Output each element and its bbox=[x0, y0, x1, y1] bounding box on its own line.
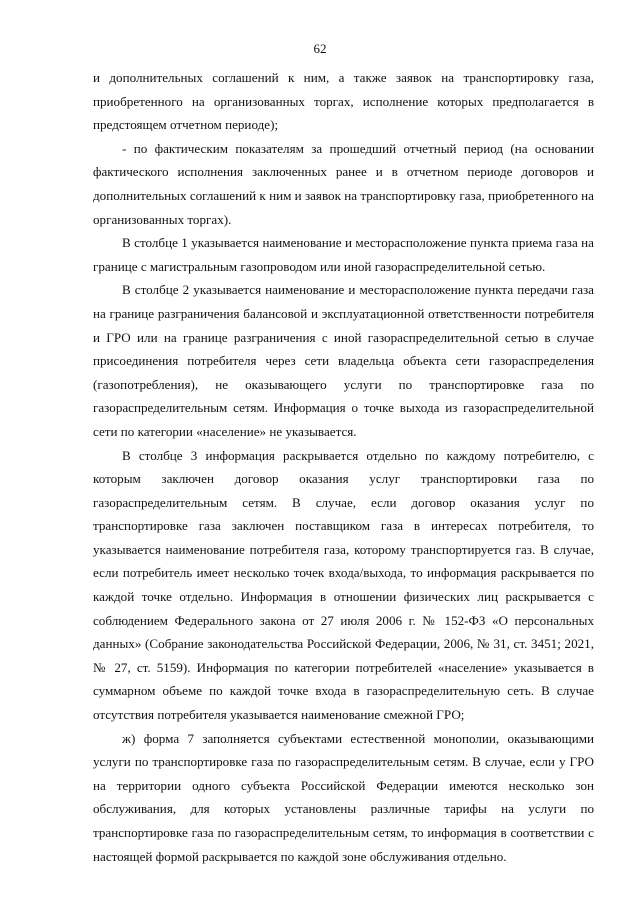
paragraph-actual-indicators: - по фактическим показателям за прошедший отчетный период (на основании фактического исполнения заключенных ранее и в отчетном периоде договоров и дополнительных соглашений к ним и заявок на транспортировку газа, приобретенного на организованных торгах). bbox=[93, 140, 594, 227]
paragraph-column-1: В столбце 1 указывается наименование и месторасположение пункта приема газа на границе с магистральным газопроводом или иной газораспределительной сетью. bbox=[93, 235, 594, 274]
paragraph-continuation: и дополнительных соглашений к ним, а также заявок на транспортировку газа, приобретенного на организованных торгах, исполнение которых предполагается в предстоящем отчетном периоде); bbox=[93, 70, 594, 133]
paragraph-column-2: В столбце 2 указывается наименование и месторасположение пункта передачи газа на границе разграничения балансовой и эксплуатационной ответственности потребителя и ГРО или на границе разграничения с иной газораспределительной сетью в случае присоединения потребителя через сети владельца объекта сети газораспределения (газопотребления), не оказывающего услуги по транспортировке газа по газораспределительным сетям. Информация о точке выхода из газораспределительной сети по категории «население» не указывается. bbox=[93, 282, 594, 439]
paragraph-column-3: В столбце 3 информация раскрывается отдельно по каждому потребителю, с которым заключен договор оказания услуг транспортировки газа по газораспределительным сетям. В случае, если договор оказания услуг по транспортировке газа заключен поставщиком газа в интересах потребителя, то указывается наименование потребителя газа, которому транспортируется газ. В случае, если потребитель имеет несколько точек входа/выхода, то информация раскрывается по каждой точке отдельно. Информация в отношении физических лиц раскрывается с соблюдением Федерального закона от 27 июля 2006 г. № 152-ФЗ «О персональных данных» (Собрание законодательства Российской Федерации, 2006, № 31, ст. 3451; 2021, № 27, ст. 5159). Информация по категории потребителей «население» указывается в суммарном объеме по каждой точке входа в газораспределительную сеть. В случае отсутствия потребителя указывается наименование смежной ГРО; bbox=[93, 447, 594, 723]
page-number: 62 bbox=[313, 41, 327, 56]
paragraph-form-7: ж) форма 7 заполняется субъектами естественной монополии, оказывающими услуги по транспортировке газа по газораспределительным сетям. В случае, если у ГРО на территории одного субъекта Российской Федерации имеются несколько зон обслуживания, для которых установлены различные тарифы на услуги по транспортировке газа по газораспределительным сетям, то информация в соответствии с настоящей формой раскрывается по каждой зоне обслуживания отдельно. bbox=[93, 730, 594, 864]
body-text bbox=[93, 66, 594, 868]
